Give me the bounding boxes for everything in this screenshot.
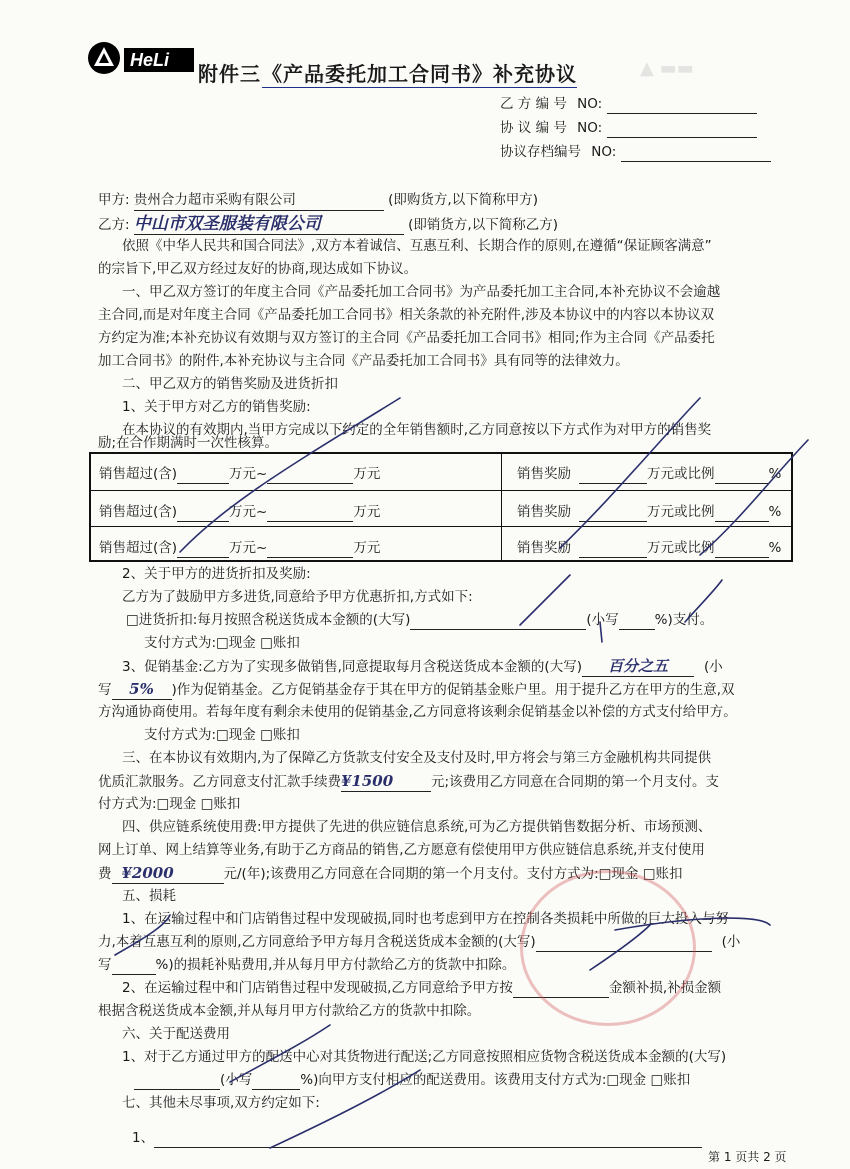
section2-heading: 二、甲乙双方的销售奖励及进货折扣 <box>122 376 338 392</box>
party-b-row: 乙方: 中山市双圣服装有限公司 (即销货方,以下简称乙方) <box>98 214 558 234</box>
system-fee-value: ¥2000 <box>112 863 224 884</box>
other-item-1: 1、 <box>132 1128 702 1148</box>
table-row: 销售奖励 万元或比例 % <box>517 540 782 556</box>
table-row: 销售超过(含) 万元~ 万元 <box>99 466 381 482</box>
attachment-label: 附件三 <box>198 62 261 86</box>
table-row: 销售奖励 万元或比例 % <box>517 466 782 482</box>
intro-line-2: 的宗旨下,甲乙双方经过友好的协商,现达成如下协议。 <box>98 261 418 277</box>
section2-sub1-text-1: 在本协议的有效期内,当甲方完成以下约定的全年销售额时,乙方同意按以下方式作为对甲方的销售奖 <box>122 422 712 438</box>
section2-sub1: 1、关于甲方对乙方的销售奖励: <box>122 399 311 415</box>
party-b-name: 中山市双圣服装有限公司 <box>134 214 404 235</box>
strike-stroke <box>600 622 602 642</box>
remittance-fee-value: ¥1500 <box>341 771 431 792</box>
discount-line: □进货折扣:每月按照含税送货成本金额的(大写) (小写 %)支付。 <box>126 612 714 628</box>
table-row: 销售超过(含) 万元~ 万元 <box>99 540 381 556</box>
strike-stroke <box>700 440 808 555</box>
promo-fund-line-3: 方沟通协商使用。若每年度有剩余未使用的促销基金,乙方同意将该剩余促销基金以补偿的方式支付给甲方。 <box>98 704 737 720</box>
loss-line-4: 2、在运输过程中和门店销售过程中发现破损,乙方同意给予甲方按 金额补损,补损金额 <box>122 980 722 996</box>
party-a-name: 贵州合力超市采购有限公司 <box>134 190 384 211</box>
loss-line-1: 1、在运输过程中和门店销售过程中发现破损,同时也考虑到甲方在控制各类损耗中所做的巨大投入与努 <box>122 911 729 927</box>
strike-stroke <box>520 575 570 625</box>
loss-line-5: 根据含税送货成本金额,并从每月甲方付款给乙方的货款中扣除。 <box>98 1003 481 1019</box>
section5-heading: 五、损耗 <box>122 888 176 904</box>
table-row: 销售奖励 万元或比例 % <box>517 504 782 520</box>
strike-stroke <box>270 1070 420 1148</box>
section4-line-2: 网上订单、网上结算等业务,有助于乙方商品的销售,乙方愿意有偿使用甲方供应链信息系统,并支付使用 <box>98 842 705 858</box>
party-a-row: 甲方: 贵州合力超市采购有限公司 (即购货方,以下简称甲方) <box>98 190 538 211</box>
delivery-line-2: (小写 %)向甲方支付相应的配送费用。该费用支付方式为:□现金 □账扣 <box>134 1070 690 1090</box>
table-row: 销售超过(含) 万元~ 万元 <box>99 504 381 520</box>
section2-sub2: 2、关于甲方的进货折扣及奖励: <box>122 566 311 582</box>
payment-method-1: 支付方式为:□现金 □账扣 <box>144 635 300 651</box>
promo-uppercase-value: 百分之五 <box>582 656 694 677</box>
strike-stroke <box>230 1025 330 1082</box>
page-title: 《产品委托加工合同书》补充协议 <box>262 58 577 88</box>
promo-fund-line-2: 写 5% )作为促销基金。乙方促销基金存于其在甲方的促销基金账户里。用于提升乙方在甲方的生意,双 <box>98 680 735 698</box>
promo-fund-line-1: 3、促销基金:乙方为了实现多做销售,同意提取每月含税送货成本金额的(大写) 百分之五 (小 <box>122 657 723 675</box>
section7-heading: 七、其他未尽事项,双方约定如下: <box>122 1095 320 1111</box>
brand-logo: HeLi <box>124 48 194 72</box>
section4-line-1: 四、供应链系统使用费:甲方提供了先进的供应链信息系统,可为乙方提供销售数据分析、市场预测、 <box>122 819 712 835</box>
loss-line-3: 写 %)的损耗补贴费用,并从每月甲方付款给乙方的货款中扣除。 <box>98 957 516 973</box>
promo-percent-value: 5% <box>112 679 172 700</box>
section4-line-3: 费 ¥2000 元/(年);该费用乙方同意在合同期的第一个月支付。支付方式为:□现金 □账扣 <box>98 864 683 882</box>
strike-stroke <box>685 580 722 622</box>
section3-line-3: 付方式为:□现金 □账扣 <box>98 796 241 812</box>
strike-stroke <box>590 925 650 970</box>
section6-heading: 六、关于配送费用 <box>122 1026 230 1042</box>
section1-line-4: 加工合同书》的附件,本补充协议与主合同《产品委托加工合同书》具有同等的法律效力。 <box>98 353 629 369</box>
section1-line-3: 方约定为准;本补充协议有效期与双方签订的主合同《产品委托加工合同书》相同;作为主合同《产品委托 <box>98 330 715 346</box>
section2-sub2-text: 乙方为了鼓励甲方多进货,同意给予甲方优惠折扣,方式如下: <box>122 589 473 605</box>
delivery-line-1: 1、对于乙方通过甲方的配送中心对其货物进行配送;乙方同意按照相应货物含税送货成本金额的(大写) <box>122 1049 727 1065</box>
section1-line-2: 主合同,而是对年度主合同《产品委托加工合同书》相关条款的补充附件,涉及本协议中的内容以本协议双 <box>98 307 715 323</box>
loss-line-2: 力,本着互惠互利的原则,乙方同意给予甲方每月含税送货成本金额的(大写) (小 <box>98 934 741 950</box>
strike-stroke <box>615 918 770 930</box>
vendor-number-row: 乙 方 编 号 NO: <box>500 94 757 114</box>
section3-line-1: 三、在本协议有效期内,为了保障乙方货款支付安全及支付及时,甲方将会与第三方金融机构共同提供 <box>122 750 712 766</box>
section3-line-2: 优质汇款服务。乙方同意支付汇款手续费¥1500 元;该费用乙方同意在合同期的第一个月支付。支 <box>98 772 720 790</box>
intro-line-1: 依照《中华人民共和国合同法》,双方本着诚信、互惠互利、长期合作的原则,在遵循“保证顾客满意” <box>122 238 712 254</box>
archive-number-row: 协议存档编号 NO: <box>500 142 771 162</box>
section1-line-1: 一、甲乙双方签订的年度主合同《产品委托加工合同书》为产品委托加工主合同,本补充协议不会逾越 <box>122 284 721 300</box>
page-number: 第 1 页共 2 页 <box>708 1150 787 1164</box>
strike-stroke <box>115 915 170 955</box>
strike-stroke <box>180 398 400 552</box>
payment-method-2: 支付方式为:□现金 □账扣 <box>144 727 300 743</box>
agreement-number-row: 协 议 编 号 NO: <box>500 118 757 138</box>
strike-stroke <box>560 398 700 548</box>
bleed-through-mark: ▲ ▬▬ <box>640 58 694 79</box>
section2-sub1-text-2: 励;在合作期满时一次性核算。 <box>98 435 279 451</box>
